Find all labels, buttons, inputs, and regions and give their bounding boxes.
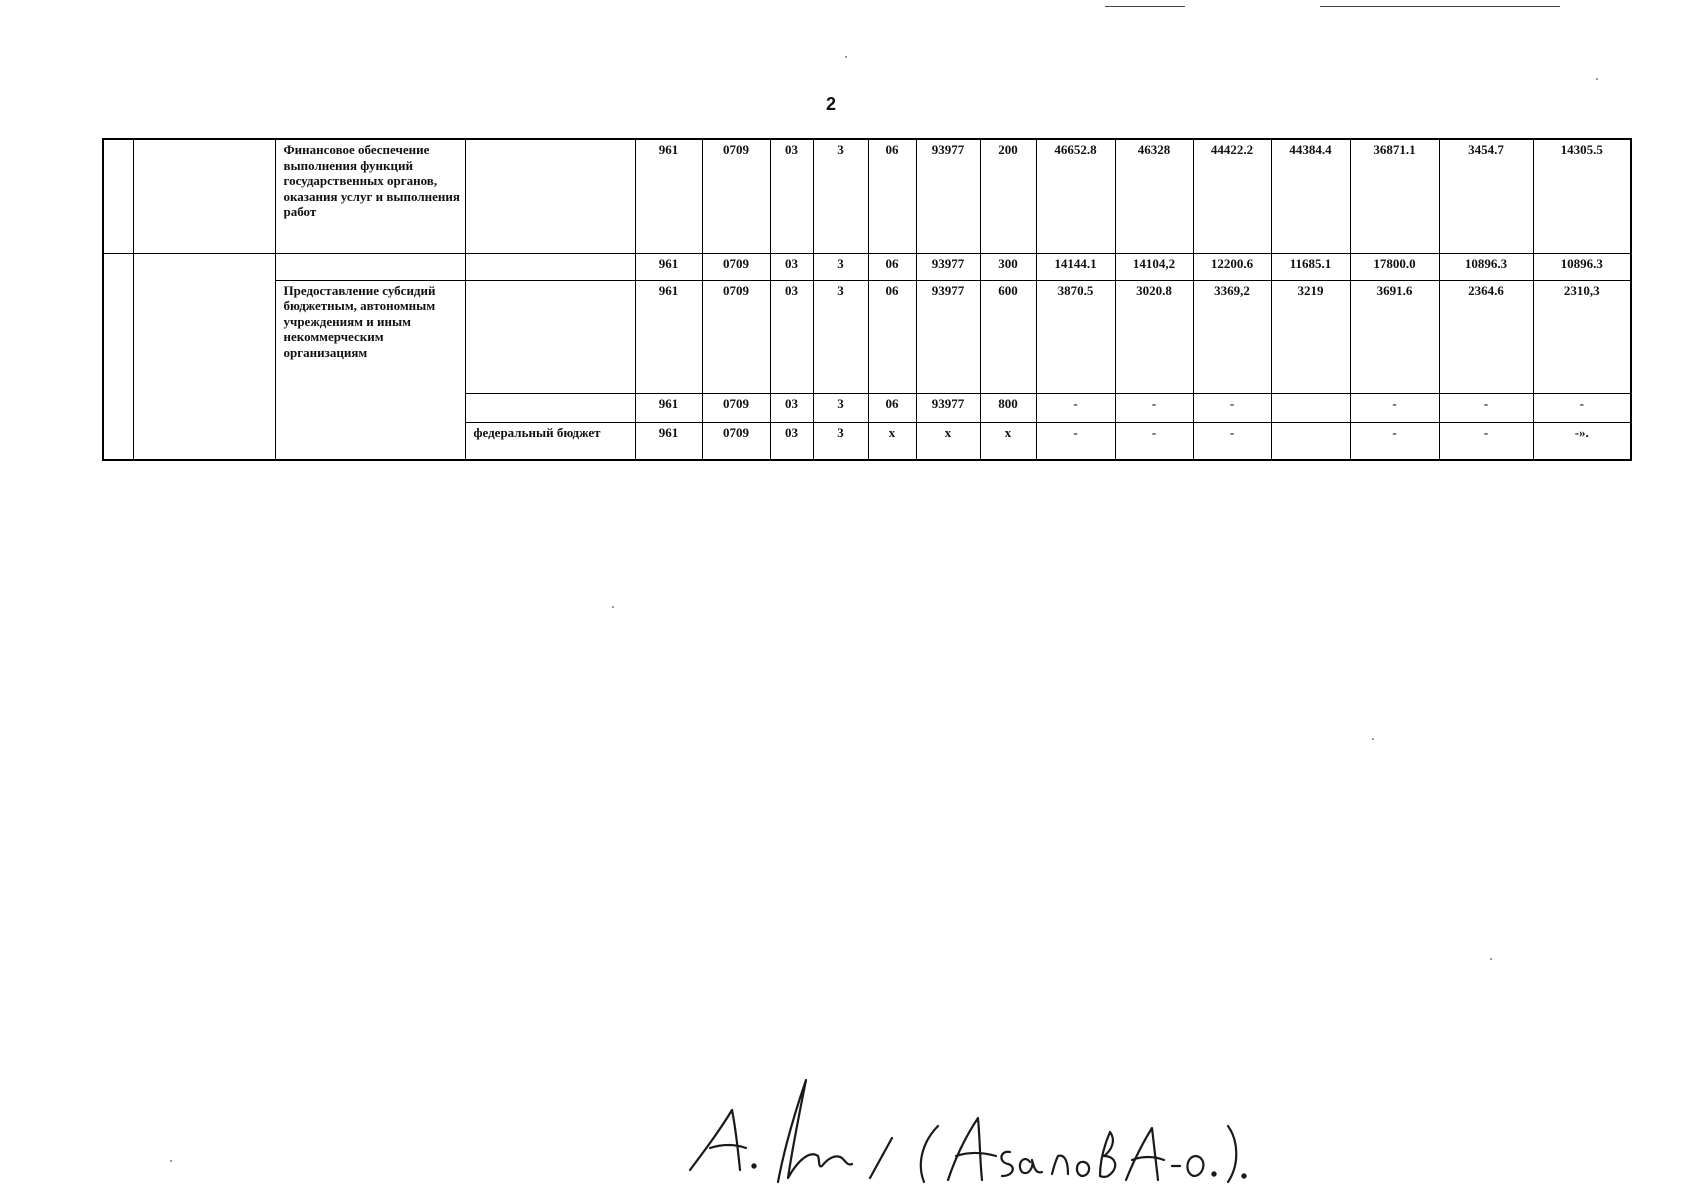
value-cell: - bbox=[1533, 393, 1631, 422]
code-cell: 93977 bbox=[916, 280, 980, 393]
value-cell bbox=[1271, 393, 1350, 422]
value-cell: 44384.4 bbox=[1271, 139, 1350, 253]
code-cell: 06 bbox=[868, 253, 916, 280]
budget-table bbox=[102, 138, 1632, 461]
funding-source: федеральный бюджет bbox=[465, 422, 635, 460]
value-cell: 14104,2 bbox=[1115, 253, 1193, 280]
funding-source bbox=[465, 253, 635, 280]
value-cell: - bbox=[1439, 393, 1533, 422]
code-cell: 800 bbox=[980, 393, 1036, 422]
funding-source bbox=[465, 139, 635, 253]
code-cell: 3 bbox=[813, 253, 868, 280]
value-cell: 44422.2 bbox=[1193, 139, 1271, 253]
value-cell: 2310,3 bbox=[1533, 280, 1631, 393]
code-cell: 03 bbox=[770, 253, 813, 280]
value-cell: 3870.5 bbox=[1036, 280, 1115, 393]
value-cell: 17800.0 bbox=[1350, 253, 1439, 280]
value-cell: 3020.8 bbox=[1115, 280, 1193, 393]
code-cell: 06 bbox=[868, 280, 916, 393]
value-cell: 3691.6 bbox=[1350, 280, 1439, 393]
code-cell: х bbox=[916, 422, 980, 460]
value-cell: -». bbox=[1533, 422, 1631, 460]
header-rule bbox=[1105, 6, 1185, 7]
handwritten-signature bbox=[680, 1070, 1280, 1190]
code-cell: х bbox=[868, 422, 916, 460]
code-cell: 3 bbox=[813, 393, 868, 422]
scan-speck bbox=[612, 606, 614, 608]
value-cell: 14305.5 bbox=[1533, 139, 1631, 253]
code-cell: 06 bbox=[868, 139, 916, 253]
value-cell: 12200.6 bbox=[1193, 253, 1271, 280]
table-row bbox=[103, 280, 1631, 393]
row-name bbox=[275, 253, 465, 280]
code-cell: 961 bbox=[635, 280, 702, 393]
row-name: Финансовое обеспечение выполнения функций государственных органов, оказания услуг и выполнения работ bbox=[275, 139, 465, 253]
value-cell: 10896.3 bbox=[1439, 253, 1533, 280]
value-cell: - bbox=[1115, 422, 1193, 460]
value-cell: 46652.8 bbox=[1036, 139, 1115, 253]
code-cell: 961 bbox=[635, 139, 702, 253]
code-cell: 961 bbox=[635, 422, 702, 460]
scan-speck bbox=[845, 56, 847, 58]
code-cell: 93977 bbox=[916, 139, 980, 253]
code-cell: 961 bbox=[635, 393, 702, 422]
page-number: 2 bbox=[826, 94, 837, 114]
value-cell: 3369,2 bbox=[1193, 280, 1271, 393]
value-cell: - bbox=[1350, 422, 1439, 460]
value-cell: 14144.1 bbox=[1036, 253, 1115, 280]
header-rule bbox=[1320, 6, 1560, 7]
code-cell: 300 bbox=[980, 253, 1036, 280]
value-cell: 36871.1 bbox=[1350, 139, 1439, 253]
code-cell: 03 bbox=[770, 422, 813, 460]
value-cell: - bbox=[1350, 393, 1439, 422]
value-cell: 46328 bbox=[1115, 139, 1193, 253]
scan-speck bbox=[170, 1160, 172, 1162]
value-cell: 11685.1 bbox=[1271, 253, 1350, 280]
value-cell: 10896.3 bbox=[1533, 253, 1631, 280]
code-cell: х bbox=[980, 422, 1036, 460]
code-cell: 0709 bbox=[702, 422, 770, 460]
value-cell: - bbox=[1193, 422, 1271, 460]
table-row bbox=[103, 253, 1631, 280]
value-cell: - bbox=[1036, 422, 1115, 460]
funding-source bbox=[465, 393, 635, 422]
code-cell: 03 bbox=[770, 280, 813, 393]
value-cell: 3219 bbox=[1271, 280, 1350, 393]
value-cell: - bbox=[1193, 393, 1271, 422]
code-cell: 93977 bbox=[916, 393, 980, 422]
code-cell: 0709 bbox=[702, 139, 770, 253]
code-cell: 600 bbox=[980, 280, 1036, 393]
code-cell: 200 bbox=[980, 139, 1036, 253]
code-cell: 03 bbox=[770, 393, 813, 422]
code-cell: 0709 bbox=[702, 393, 770, 422]
code-cell: 3 bbox=[813, 422, 868, 460]
scan-speck bbox=[1596, 78, 1598, 80]
table-cell bbox=[133, 253, 275, 460]
table-cell bbox=[103, 253, 133, 460]
code-cell: 0709 bbox=[702, 280, 770, 393]
value-cell: 2364.6 bbox=[1439, 280, 1533, 393]
table-cell bbox=[103, 139, 133, 253]
table-row bbox=[103, 139, 1631, 253]
funding-source bbox=[465, 280, 635, 393]
value-cell bbox=[1271, 422, 1350, 460]
value-cell: - bbox=[1439, 422, 1533, 460]
value-cell: 3454.7 bbox=[1439, 139, 1533, 253]
code-cell: 961 bbox=[635, 253, 702, 280]
row-name: Предоставление субсидий бюджетным, автономным учреждениям и иным некоммерческим организациям bbox=[275, 280, 465, 460]
scan-speck bbox=[1372, 738, 1374, 740]
code-cell: 06 bbox=[868, 393, 916, 422]
value-cell: - bbox=[1036, 393, 1115, 422]
code-cell: 93977 bbox=[916, 253, 980, 280]
code-cell: 03 bbox=[770, 139, 813, 253]
table-cell bbox=[133, 139, 275, 253]
code-cell: 3 bbox=[813, 139, 868, 253]
code-cell: 0709 bbox=[702, 253, 770, 280]
code-cell: 3 bbox=[813, 280, 868, 393]
scan-speck bbox=[1490, 958, 1492, 960]
value-cell: - bbox=[1115, 393, 1193, 422]
